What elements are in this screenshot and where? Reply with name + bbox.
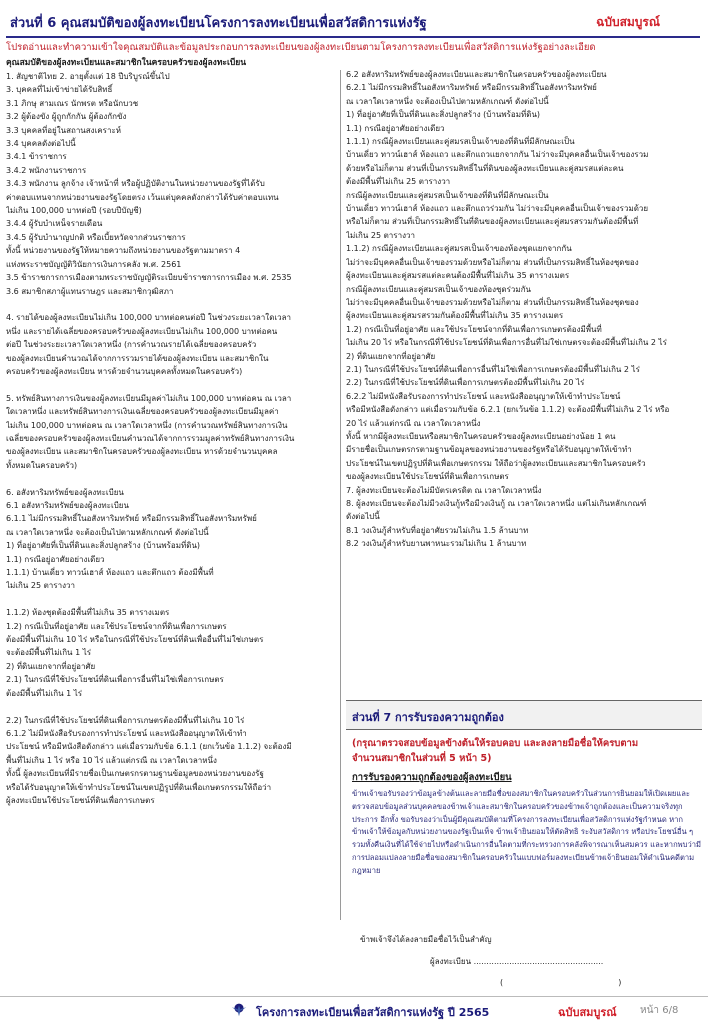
- right-text-line: 2.1) ในกรณีที่ใช้ประโยชน์ที่ดินเพื่อการอื่นที่ไม่ใช่เพื่อการเกษตรต้องมีพื้นที่ไม่เกิน 2 ไร่: [346, 364, 640, 374]
- left-text-line: 3.4.1 ข้าราชการ: [6, 152, 67, 162]
- right-text-line: 8. ผู้ลงทะเบียนจะต้องไม่มีวงเงินกู้หรือมีวงเงินกู้ ณ เวลาใดเวลาหนึ่ง แต่ไม่เกินหลักเกณฑ์: [346, 499, 647, 508]
- acceptance-statement: ข้าพเจ้าจึงได้ลงลายมือชื่อไว้เป็นสำคัญ: [360, 935, 492, 944]
- left-text-line: แห่งพระราชบัญญัติวินัยการเงินการคลัง พ.ศ. 2561: [6, 259, 182, 269]
- left-text-line: 1.1) กรณีอยู่อาศัยอย่างเดียว: [6, 554, 105, 564]
- left-text-line: 1. สัญชาติไทย 2. อายุตั้งแต่ 18 ปีบริบูรณ์ขึ้นไป: [6, 72, 170, 81]
- left-text-line: ใดเวลาหนึ่ง และทรัพย์สินทางการเงินเฉลี่ยของครอบครัวของผู้ลงทะเบียนมีมูลค่า: [6, 407, 279, 417]
- left-text-line: ผู้ลงทะเบียนใช้ประโยชน์ที่ดินเพื่อการเกษตร: [6, 795, 155, 805]
- left-text-line: ของผู้ลงทะเบียนคำนวณได้จากการรวมรายได้ของผู้ลงทะเบียน และสมาชิกใน: [6, 353, 269, 363]
- paren-open: (: [500, 978, 504, 987]
- section-7-title: ส่วนที่ 7 การรับรองความถูกต้อง: [352, 711, 504, 724]
- right-text-line: ดังต่อไปนี้: [346, 512, 380, 522]
- project-name: โครงการลงทะเบียนเพื่อสวัสดิการแห่งรัฐ ปี 2565: [256, 1006, 490, 1019]
- right-text-line: ไม่เกิน 25 ตารางวา: [346, 230, 415, 240]
- right-text-line: ณ เวลาใดเวลาหนึ่ง จะต้องเป็นไปตามหลักเกณฑ์ ดังต่อไปนี้: [346, 96, 549, 106]
- signature-label: ผู้ลงทะเบียน: [430, 957, 472, 966]
- footer-complete-label: ฉบับสมบูรณ์: [558, 1006, 617, 1019]
- certification-subtitle: การรับรองความถูกต้องของผู้ลงทะเบียน: [352, 772, 512, 783]
- right-text-line: ไม่ว่าจะมีบุคคลอื่นเป็นเจ้าของรวมด้วยหรือไม่ก็ตาม ส่วนที่เป็นกรรมสิทธิ์ในห้องชุดของ: [346, 297, 639, 307]
- left-text-line: 3.2 ผู้ต้องขัง ผู้ถูกกักกัน ผู้ต้องกักขัง: [6, 112, 127, 122]
- instruction-line-2: จำนวนสมาชิกในส่วนที่ 5 หน้า 5): [352, 753, 492, 764]
- signature-row: [430, 955, 603, 968]
- right-text-line: 1.1) กรณีอยู่อาศัยอย่างเดียว: [346, 123, 445, 133]
- left-text-line: 1) ที่อยู่อาศัยที่เป็นที่ดินและสิ่งปลูกสร้าง (บ้านพร้อมที่ดิน): [6, 541, 201, 551]
- left-text-line: จะต้องมีพื้นที่ไม่เกิน 1 ไร่: [6, 648, 92, 658]
- right-text-line: บ้านเดี่ยว ทาวน์เฮาส์ ห้องแถว และตึกแถวร่วมกัน ไม่ว่าจะมีบุคคลอื่นเป็นเจ้าของรวมด้วย: [346, 204, 649, 214]
- right-text-line: 7. ผู้ลงทะเบียนจะต้องไม่มีบัตรเครดิต ณ เวลาใดเวลาหนึ่ง: [346, 485, 542, 495]
- left-text-line: 1.1.1) บ้านเดี่ยว ทาวน์เฮาส์ ห้องแถว และตึกแถว ต้องมีพื้นที่: [6, 568, 214, 578]
- right-text-line: 1.1.2) กรณีผู้ลงทะเบียนและคู่สมรสเป็นเจ้าของห้องชุดแยกจากกัน: [346, 244, 572, 254]
- left-text-line: ทั้งนี้ ผู้ลงทะเบียนที่มีรายชื่อเป็นเกษตรกรตามฐานข้อมูลของหน่วยงานของรัฐ: [6, 769, 264, 779]
- left-text-line: 4. รายได้ของผู้ลงทะเบียนไม่เกิน 100,000 บาทต่อคนต่อปี ในช่วงระยะเวลาใดเวลา: [6, 313, 292, 323]
- qualifications-subheading: คุณสมบัติของผู้ลงทะเบียนและสมาชิกในครอบครัวของผู้ลงทะเบียน: [6, 58, 247, 68]
- right-text-line: ทั้งนี้ หากมีผู้ลงทะเบียนหรือสมาชิกในครอบครัวของผู้ลงทะเบียนอย่างน้อย 1 คน: [346, 431, 616, 441]
- right-text-line: 6.2.1 ไม่มีกรรมสิทธิ์ในอสังหาริมทรัพย์ หรือมีกรรมสิทธิ์ในอสังหาริมทรัพย์: [346, 83, 597, 93]
- certification-paragraph: ข้าพเจ้าขอรับรองว่าข้อมูลข้างต้นและลายมือชื่อของสมาชิกในครอบครัวในส่วนการยินยอมให้เปิดเผยและตรวจสอบข้อมูลส่วนบุคคลของข้าพเจ้าและสมาชิกในครอบครัวของข้าพเจ้าถูกต้องและเป็นความจริงทุกประการ อีกทั้ง ขอรับรองว่าเป็นผู้มีคุณสมบัติตามที่โครงการลงทะเบียนเพื่อสวัสดิการแห่งรัฐกำหนด หากข้าพเจ้าให้ข้อมูลกับหน่วยงานของรัฐเป็นเท็จ ข้าพเจ้ายินยอมให้ตัดสิทธิ ระงับสวัสดิการ หรือประโยชน์อื่น ๆ รวมทั้งคืนเงินที่ได้ใช้จ่ายไปหรือดำเนินการอื่นใดตามที่กระทรวงการคลังพิจารณาเห็นสมควร และหากพบว่ามีการปลอมแปลงลายมือชื่อของสมาชิกในครอบครัวในแบบฟอร์มลงทะเบียนข้าพเจ้ายินยอมให้ดำเนินคดีตามกฎหมาย: [352, 789, 702, 875]
- complete-edition-label: ฉบับสมบูรณ์: [596, 15, 660, 29]
- page-footer: [0, 996, 708, 1023]
- right-text-line: 6.2 อสังหาริมทรัพย์ของผู้ลงทะเบียนและสมาชิกในครอบครัวของผู้ลงทะเบียน: [346, 70, 607, 79]
- left-text-line: 3. บุคคลที่ไม่เข้าข่ายได้รับสิทธิ์: [6, 85, 113, 95]
- left-text-line: 2.1) ในกรณีที่ใช้ประโยชน์ที่ดินเพื่อการอื่นที่ไม่ใช่เพื่อการเกษตร: [6, 675, 224, 685]
- left-text-line: ทั้งหมดในครอบครัว): [6, 460, 78, 470]
- left-text-line: เฉลี่ยของครอบครัวของผู้ลงทะเบียนคำนวณได้จากการรวมมูลค่าทรัพย์สินทางการเงิน: [6, 433, 295, 443]
- printed-name-row: [500, 978, 621, 987]
- right-text-line: ประโยชน์ในเขตปฏิรูปที่ดินเพื่อเกษตรกรรม ให้ถือว่าผู้ลงทะเบียนและสมาชิกในครอบครัว: [346, 458, 646, 468]
- left-text-line: 3.6 สมาชิกสภาผู้แทนราษฎร และสมาชิกวุฒิสภา: [6, 286, 174, 296]
- right-text-line: ไม่เกิน 20 ไร่ หรือในกรณีที่ใช้ประโยชน์ที่ดินเพื่อการอื่นที่ไม่ใช่เกษตรจะต้องมีพื้นที่ไม่เกิน 2 ไร่: [346, 338, 667, 348]
- paren-close: ): [618, 978, 622, 987]
- signature-line[interactable]: ...................................................: [473, 957, 604, 966]
- right-text-line: ด้วยหรือไม่ก็ตาม ส่วนที่เป็นกรรมสิทธิ์ในที่ดินของผู้ลงทะเบียนและคู่สมรสแต่ละคน: [346, 163, 624, 173]
- left-text-line: 3.3 บุคคลที่อยู่ในสถานสงเคราะห์: [6, 125, 122, 135]
- left-text-line: 6.1 อสังหาริมทรัพย์ของผู้ลงทะเบียน: [6, 501, 129, 510]
- right-text-line: ผู้ลงทะเบียนและคู่สมรสแต่ละคนต้องมีพื้นที่ไม่เกิน 35 ตารางเมตร: [346, 271, 570, 281]
- right-text-line: หรือไม่ก็ตาม ส่วนที่เป็นกรรมสิทธิ์ในที่ดินของผู้ลงทะเบียนและคู่สมรสรวมกันต้องมีพื้นที่: [346, 217, 639, 227]
- left-text-line: ต้องมีพื้นที่ไม่เกิน 10 ไร่ หรือในกรณีที่ใช้ประโยชน์ที่ดินเพื่ออื่นที่ไม่ใช่เกษตร: [6, 635, 264, 645]
- right-text-line: กรณีผู้ลงทะเบียนและคู่สมรสเป็นเจ้าของที่ดินที่มีลักษณะเป็น: [346, 190, 549, 200]
- left-text-line: ต้องมีพื้นที่ไม่เกิน 1 ไร่: [6, 688, 83, 698]
- left-column: [6, 70, 341, 920]
- right-text-line: ของผู้ลงทะเบียนใช้ประโยชน์ที่ดินเพื่อการเกษตร: [346, 472, 509, 482]
- left-text-line: 3.4.4 ผู้รับบำเหน็จรายเดือน: [6, 219, 103, 229]
- left-text-line: 6. อสังหาริมทรัพย์ของผู้ลงทะเบียน: [6, 487, 124, 497]
- right-text-line: หรือมีหนังสือดังกล่าว แต่เมื่อรวมกับข้อ 6.2.1 (ยกเว้นข้อ 1.1.2) จะต้องมีพื้นที่ไม่เกิน 2 ไร่ หรือ: [346, 405, 670, 415]
- instruction-line-1: (กรุณาตรวจสอบข้อมูลข้างต้นให้รอบคอบ และลงลายมือชื่อให้ครบตาม: [352, 738, 639, 749]
- left-text-line: 3.4.2 พนักงานราชการ: [6, 165, 87, 175]
- left-text-line: 3.4.5 ผู้รับบำนาญปกติ หรือเบี้ยหวัดจากส่วนราชการ: [6, 232, 186, 242]
- left-text-line: ณ เวลาใดเวลาหนึ่ง จะต้องเป็นไปตามหลักเกณฑ์ ดังต่อไปนี้: [6, 527, 209, 537]
- section-6-title: ส่วนที่ 6 คุณสมบัติของผู้ลงทะเบียนโครงการลงทะเบียนเพื่อสวัสดิการแห่งรัฐ: [10, 16, 427, 31]
- section-7-header: [346, 700, 702, 730]
- right-text-line: 2.2) ในกรณีที่ใช้ประโยชน์ที่ดินเพื่อการเกษตรต้องมีพื้นที่ไม่เกิน 20 ไร่: [346, 378, 585, 388]
- left-text-line: [6, 593, 340, 606]
- left-text-line: [6, 700, 340, 713]
- left-text-line: ค่าตอบแทนจากหน่วยงานของรัฐโดยตรง เว้นแต่บุคคลดังกล่าวได้รับค่าตอบแทน: [6, 192, 279, 202]
- right-text-line: 8.2 วงเงินกู้สำหรับยานพาหนะรวมไม่เกิน 1 ล้านบาท: [346, 539, 527, 549]
- right-column: [346, 68, 702, 698]
- left-text-line: 3.4 บุคคลดังต่อไปนี้: [6, 139, 76, 149]
- left-text-line: ครอบครัวของผู้ลงทะเบียน หารด้วยจำนวนบุคคลทั้งหมดในครอบครัว): [6, 366, 243, 376]
- section-7-instruction: [352, 736, 702, 766]
- read-notice: โปรดอ่านและทำความเข้าใจคุณสมบัติและข้อมูลประกอบการลงทะเบียนของผู้ลงทะเบียนตามโครงการลงทะเบียนเพื่อสวัสดิการแห่งรัฐอย่างละเอียด: [6, 42, 596, 53]
- left-text-line: พื้นที่ไม่เกิน 1 ไร่ หรือ 10 ไร่ แล้วแต่กรณี ณ เวลาใดเวลาหนึ่ง: [6, 755, 217, 765]
- page-number: หน้า 6/8: [640, 1005, 679, 1016]
- right-text-line: 1) ที่อยู่อาศัยที่เป็นที่ดินและสิ่งปลูกสร้าง (บ้านพร้อมที่ดิน): [346, 110, 541, 120]
- left-text-line: หรือได้รับอนุญาตให้เข้าทำประโยชน์ในเขตปฏิรูปที่ดินเพื่อเกษตรกรรมให้ถือว่า: [6, 782, 272, 792]
- left-text-line: ไม่เกิน 100,000 บาทต่อปี (รอบปีบัญชี): [6, 206, 142, 216]
- left-text-line: ทั้งนี้ หน่วยงานของรัฐให้หมายความถึงหน่วยงานของรัฐตามมาตรา 4: [6, 246, 241, 256]
- right-text-line: 8.1 วงเงินกู้สำหรับที่อยู่อาศัยรวมไม่เกิน 1.5 ล้านบาท: [346, 525, 529, 535]
- left-text-line: 1.2) กรณีเป็นที่อยู่อาศัย และใช้ประโยชน์จากที่ดินเพื่อการเกษตร: [6, 621, 227, 631]
- right-text-line: ไม่ว่าจะมีบุคคลอื่นเป็นเจ้าของรวมด้วยหรือไม่ก็ตาม ส่วนที่เป็นกรรมสิทธิ์ในห้องชุดของ: [346, 257, 639, 267]
- left-text-line: 6.1.2 ไม่มีหนังสือรับรองการทำประโยชน์ และหนังสืออนุญาตให้เข้าทำ: [6, 728, 247, 738]
- left-text-line: [6, 298, 340, 311]
- right-text-line: 1.2) กรณีเป็นที่อยู่อาศัย และใช้ประโยชน์จากที่ดินเพื่อการเกษตรต้องมีพื้นที่: [346, 324, 602, 334]
- left-text-line: หนึ่ง และรายได้เฉลี่ยของครอบครัวของผู้ลงทะเบียนไม่เกิน 100,000 บาทต่อคน: [6, 326, 278, 336]
- left-text-line: 3.1 ภิกษุ สามเณร นักพรต หรือนักบวช: [6, 98, 139, 108]
- page-header: [6, 6, 700, 38]
- left-text-line: ประโยชน์ หรือมีหนังสือดังกล่าว แต่เมื่อรวมกับข้อ 6.1.1 (ยกเว้นข้อ 1.1.2) จะต้องมี: [6, 742, 292, 752]
- right-text-line: ต้องมีพื้นที่ไม่เกิน 25 ตารางวา: [346, 177, 451, 187]
- left-text-line: ของผู้ลงทะเบียน และสมาชิกในครอบครัวของผู้ลงทะเบียน หารด้วยจำนวนบุคคล: [6, 447, 278, 457]
- right-text-line: มีรายชื่อเป็นเกษตรกรตามฐานข้อมูลของหน่วยงานของรัฐหรือได้รับอนุญาตให้เข้าทำ: [346, 445, 632, 455]
- left-text-line: [6, 472, 340, 485]
- left-text-line: [6, 378, 340, 391]
- right-text-line: 2) ที่ดินแยกจากที่อยู่อาศัย: [346, 351, 436, 361]
- right-text-line: 6.2.2 ไม่มีหนังสือรับรองการทำประโยชน์ และหนังสืออนุญาตให้เข้าทำประโยชน์: [346, 391, 621, 401]
- left-text-line: ไม่เกิน 25 ตารางวา: [6, 581, 75, 591]
- left-text-line: 5. ทรัพย์สินทางการเงินของผู้ลงทะเบียนมีมูลค่าไม่เกิน 100,000 บาทต่อคน ณ เวลา: [6, 393, 292, 403]
- left-text-line: ไม่เกิน 100,000 บาทต่อคน ณ เวลาใดเวลาหนึ่ง (การคำนวณทรัพย์สินทางการเงิน: [6, 420, 288, 430]
- right-text-line: กรณีผู้ลงทะเบียนและคู่สมรสเป็นเจ้าของห้องชุดร่วมกัน: [346, 284, 531, 294]
- left-text-line: 1.1.2) ห้องชุดต้องมีพื้นที่ไม่เกิน 35 ตารางเมตร: [6, 608, 170, 618]
- right-text-line: ผู้ลงทะเบียนและคู่สมรสรวมกันต้องมีพื้นที่ไม่เกิน 35 ตารางเมตร: [346, 311, 564, 321]
- left-text-line: 2.2) ในกรณีที่ใช้ประโยชน์ที่ดินเพื่อการเกษตรต้องมีพื้นที่ไม่เกิน 10 ไร่: [6, 715, 245, 725]
- right-text-line: 20 ไร่ แล้วแต่กรณี ณ เวลาใดเวลาหนึ่ง: [346, 418, 481, 428]
- right-text-line: บ้านเดี่ยว ทาวน์เฮาส์ ห้องแถว และตึกแถวแยกจากกัน ไม่ว่าจะมีบุคคลอื่นเป็นเจ้าของรวม: [346, 150, 649, 160]
- left-text-line: 3.5 ข้าราชการการเมืองตามพระราชบัญญัติระเบียบข้าราชการการเมือง พ.ศ. 2535: [6, 273, 292, 283]
- left-text-line: ต่อปี ในช่วงระยะเวลาใดเวลาหนึ่ง (การคำนวณรายได้เฉลี่ยของครอบครัว: [6, 340, 257, 350]
- right-text-line: 1.1.1) กรณีผู้ลงทะเบียนและคู่สมรสเป็นเจ้าของที่ดินที่มีลักษณะเป็น: [346, 137, 575, 147]
- garuda-emblem-icon: [230, 1000, 248, 1018]
- left-text-line: 3.4.3 พนักงาน ลูกจ้าง เจ้าหน้าที่ หรือผู้ปฏิบัติงานในหน่วยงานของรัฐที่ได้รับ: [6, 179, 265, 189]
- left-text-line: 6.1.1 ไม่มีกรรมสิทธิ์ในอสังหาริมทรัพย์ หรือมีกรรมสิทธิ์ในอสังหาริมทรัพย์: [6, 514, 257, 524]
- left-text-line: 2) ที่ดินแยกจากที่อยู่อาศัย: [6, 661, 96, 671]
